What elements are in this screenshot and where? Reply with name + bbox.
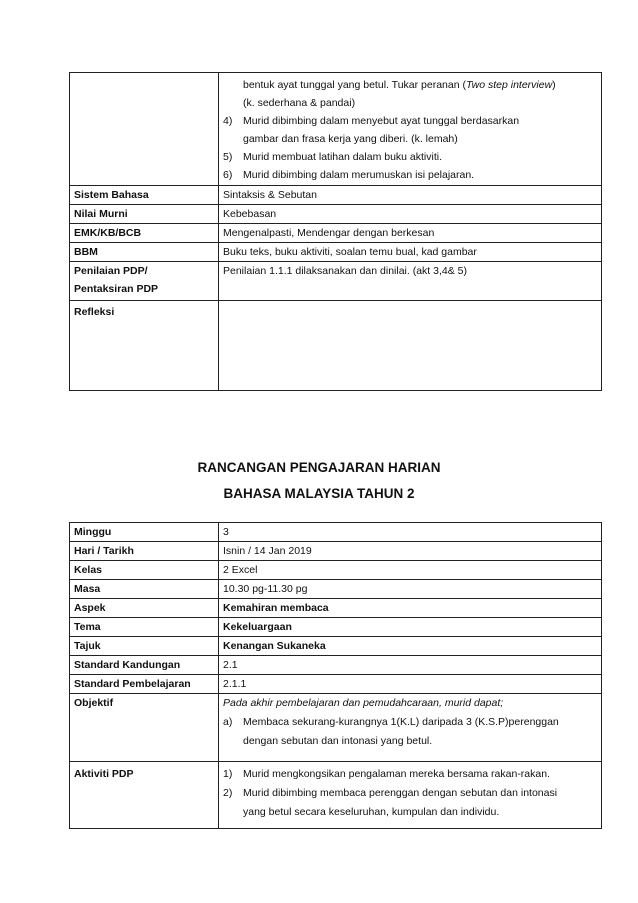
objektif-intro: Pada akhir pembelajaran dan pemudahcaraan, murid dapat; (223, 697, 504, 709)
row-value: 2 Excel (219, 561, 602, 580)
lesson-plan-table (69, 522, 602, 829)
row-label: BBM (70, 243, 219, 262)
row-label: Penilaian PDP/ Pentaksiran PDP (70, 262, 219, 301)
row-label: Kelas (70, 561, 219, 580)
row-value: 3 (219, 523, 602, 542)
row-label: Aktiviti PDP (70, 762, 219, 829)
aktiviti-cell (219, 762, 602, 829)
row-value: Penilaian 1.1.1 dilaksanakan dan dinilai. (akt 3,4& 5) (219, 262, 602, 301)
bbm-row (70, 243, 602, 262)
aktiviti-item-1: 1) Murid mengkongsikan pengalaman mereka bersama rakan-rakan. (223, 768, 550, 780)
activities-continued-cell (219, 73, 602, 186)
activity-line: (k. sederhana & pandai) (243, 97, 356, 109)
refleksi-row (70, 301, 602, 391)
row-label: Tajuk (70, 637, 219, 656)
activities-continued-row (70, 73, 602, 186)
empty-label-cell (70, 73, 219, 186)
row-value: Buku teks, buku aktiviti, soalan temu bual, kad gambar (219, 243, 602, 262)
row-label: Minggu (70, 523, 219, 542)
standard-kandungan-row (70, 656, 602, 675)
page-title: RANCANGAN PENGAJARAN HARIAN (197, 460, 441, 475)
row-label: Standard Pembelajaran (70, 675, 219, 694)
row-label: Refleksi (70, 301, 219, 391)
nilai-murni-row (70, 205, 602, 224)
row-label: Nilai Murni (70, 205, 219, 224)
activity-item-6: 6) Murid dibimbing dalam merumuskan isi pelajaran. (223, 169, 475, 181)
hari-row (70, 542, 602, 561)
kelas-row (70, 561, 602, 580)
objektif-item-a: a) Membaca sekurang-kurangnya 1(K.L) daripada 3 (K.S.P)perenggan dengan sebutan dan intonasi yang betul. (223, 716, 559, 747)
row-label: Tema (70, 618, 219, 637)
activity-item-5: 5) Murid membuat latihan dalam buku aktiviti. (223, 151, 443, 163)
row-value: 2.1.1 (219, 675, 602, 694)
row-label: Masa (70, 580, 219, 599)
masa-row (70, 580, 602, 599)
objektif-cell (219, 694, 602, 762)
row-value: Kekeluargaan (219, 618, 602, 637)
row-value: Kenangan Sukaneka (219, 637, 602, 656)
refleksi-value (219, 301, 602, 391)
activity-item-4: 4) Murid dibimbing dalam menyebut ayat tunggal berdasarkan gambar dan frasa kerja yang diberi. (k. lemah) (223, 115, 520, 145)
aspek-row (70, 599, 602, 618)
tajuk-row (70, 637, 602, 656)
row-value: 2.1 (219, 656, 602, 675)
row-label: Hari / Tarikh (70, 542, 219, 561)
row-label: Aspek (70, 599, 219, 618)
aktiviti-row (70, 762, 602, 829)
tema-row (70, 618, 602, 637)
row-value: Mengenalpasti, Mendengar dengan berkesan (219, 224, 602, 243)
row-label: Standard Kandungan (70, 656, 219, 675)
sistem-bahasa-row (70, 186, 602, 205)
row-value: Isnin / 14 Jan 2019 (219, 542, 602, 561)
row-value: Sintaksis & Sebutan (219, 186, 602, 205)
row-label: EMK/KB/BCB (70, 224, 219, 243)
row-label: Sistem Bahasa (70, 186, 219, 205)
row-value: Kemahiran membaca (219, 599, 602, 618)
row-label: Objektif (70, 694, 219, 762)
page-subtitle: BAHASA MALAYSIA TAHUN 2 (223, 486, 415, 501)
objektif-row (70, 694, 602, 762)
assessment-table (69, 72, 602, 391)
penilaian-row (70, 262, 602, 301)
minggu-row (70, 523, 602, 542)
activity-line: bentuk ayat tunggal yang betul. Tukar peranan (Two step interview) (243, 79, 556, 91)
emk-row (70, 224, 602, 243)
standard-pembelajaran-row (70, 675, 602, 694)
row-value: Kebebasan (219, 205, 602, 224)
row-value: 10.30 pg-11.30 pg (219, 580, 602, 599)
aktiviti-item-2: 2) Murid dibimbing membaca perenggan dengan sebutan dan intonasi yang betul secara keseluruhan, kumpulan dan individu. (223, 787, 558, 818)
